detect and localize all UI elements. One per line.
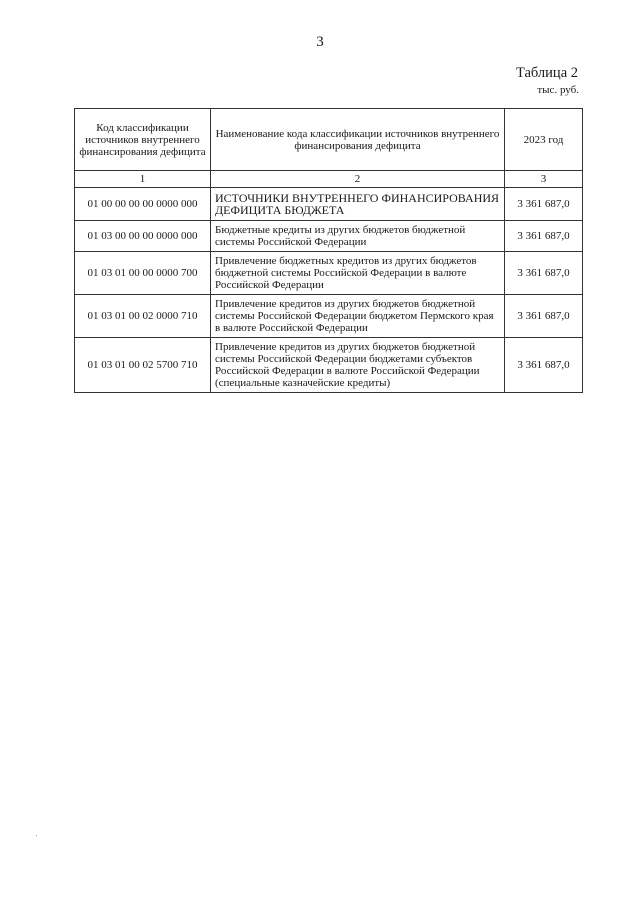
table-row <box>75 188 583 221</box>
classification-code: 01 03 01 00 00 0000 700 <box>75 252 211 295</box>
table-row <box>75 295 583 338</box>
financing-sources-table <box>74 108 583 393</box>
amount-2023: 3 361 687,0 <box>505 252 583 295</box>
amount-2023: 3 361 687,0 <box>505 295 583 338</box>
table-row <box>75 338 583 393</box>
page-number: 3 <box>316 34 324 50</box>
units-label: тыс. руб. <box>537 84 579 96</box>
classification-code: 01 03 01 00 02 5700 710 <box>75 338 211 393</box>
column-number: 3 <box>505 171 583 188</box>
amount-2023: 3 361 687,0 <box>505 338 583 393</box>
table-caption: Таблица 2 <box>515 65 578 81</box>
table-row <box>75 221 583 252</box>
classification-code: 01 00 00 00 00 0000 000 <box>75 188 211 221</box>
scan-speck <box>36 835 37 836</box>
column-number: 2 <box>211 171 505 188</box>
classification-name: ИСТОЧНИКИ ВНУТРЕННЕГО ФИНАНСИРОВАНИЯ ДЕФИЦИТА БЮДЖЕТА <box>211 188 505 221</box>
header-name: Наименование кода классификации источников внутреннего финансирования дефицита <box>211 109 505 171</box>
classification-code: 01 03 01 00 02 0000 710 <box>75 295 211 338</box>
column-number-row <box>75 171 583 188</box>
amount-2023: 3 361 687,0 <box>505 188 583 221</box>
table-header-row <box>75 109 583 171</box>
classification-name: Привлечение кредитов из других бюджетов бюджетной системы Российской Федерации бюджетом Пермского края в валюте Российской Федерации <box>211 295 505 338</box>
table-row <box>75 252 583 295</box>
header-code: Код классификации источников внутреннего финансирования дефицита <box>75 109 211 171</box>
classification-name: Бюджетные кредиты из других бюджетов бюджетной системы Российской Федерации <box>211 221 505 252</box>
classification-code: 01 03 00 00 00 0000 000 <box>75 221 211 252</box>
classification-name: Привлечение кредитов из других бюджетов бюджетной системы Российской Федерации бюджетами субъектов Российской Федерации в валюте Российской Федерации (специальные казначейские кредиты) <box>211 338 505 393</box>
amount-2023: 3 361 687,0 <box>505 221 583 252</box>
classification-name: Привлечение бюджетных кредитов из других бюджетов бюджетной системы Российской Федерации в валюте Российской Федерации <box>211 252 505 295</box>
header-year: 2023 год <box>505 109 583 171</box>
column-number: 1 <box>75 171 211 188</box>
